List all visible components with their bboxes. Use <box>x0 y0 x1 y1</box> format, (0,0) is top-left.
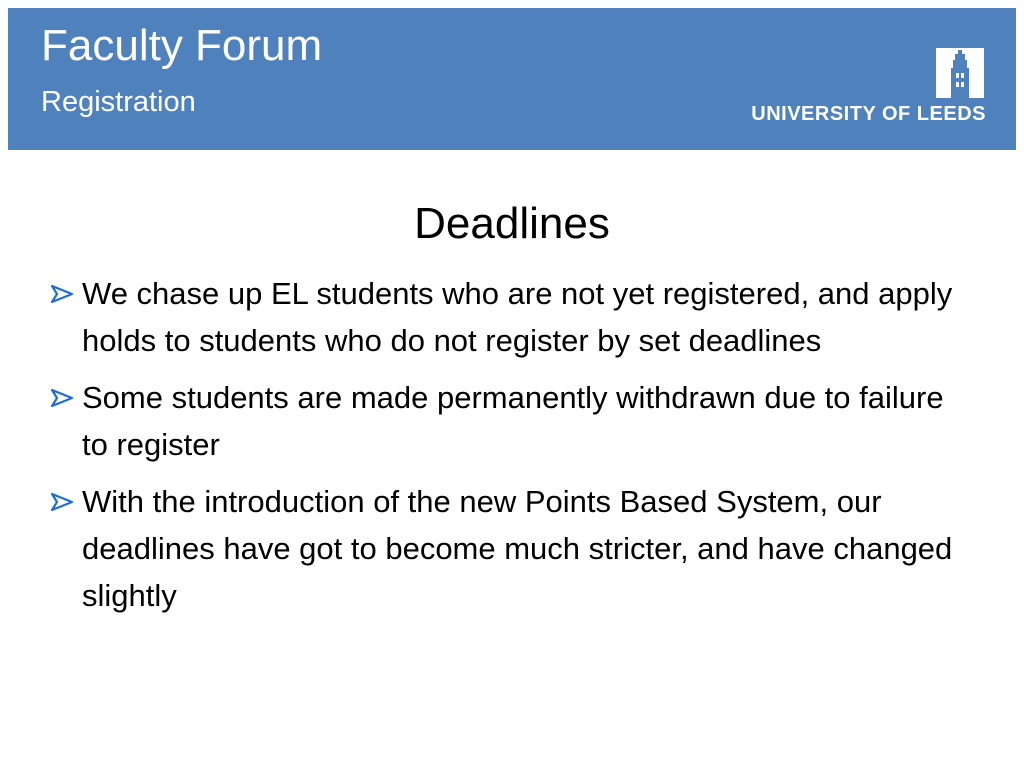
bullet-text: Some students are made permanently withdrawn due to failure to register <box>82 380 944 462</box>
slide-heading: Deadlines <box>414 199 610 248</box>
bullet-text: We chase up EL students who are not yet registered, and apply holds to students who do not register by set deadlines <box>82 276 953 358</box>
bullet-text: With the introduction of the new Points Based System, our deadlines have got to become much stricter, and have changed slightly <box>82 484 953 613</box>
bullet-item <box>48 270 978 364</box>
bullet-list <box>48 270 978 629</box>
arrow-bullet-icon <box>50 283 78 305</box>
slide-header <box>8 8 1016 150</box>
arrow-bullet-icon <box>50 491 78 513</box>
university-tower-icon <box>936 48 984 98</box>
page-subtitle: Registration <box>41 86 196 118</box>
page-title: Faculty Forum <box>41 21 323 70</box>
bullet-item <box>48 478 978 619</box>
university-logo-text: UNIVERSITY OF LEEDS <box>751 103 986 125</box>
arrow-bullet-icon <box>50 387 78 409</box>
bullet-item <box>48 374 978 468</box>
